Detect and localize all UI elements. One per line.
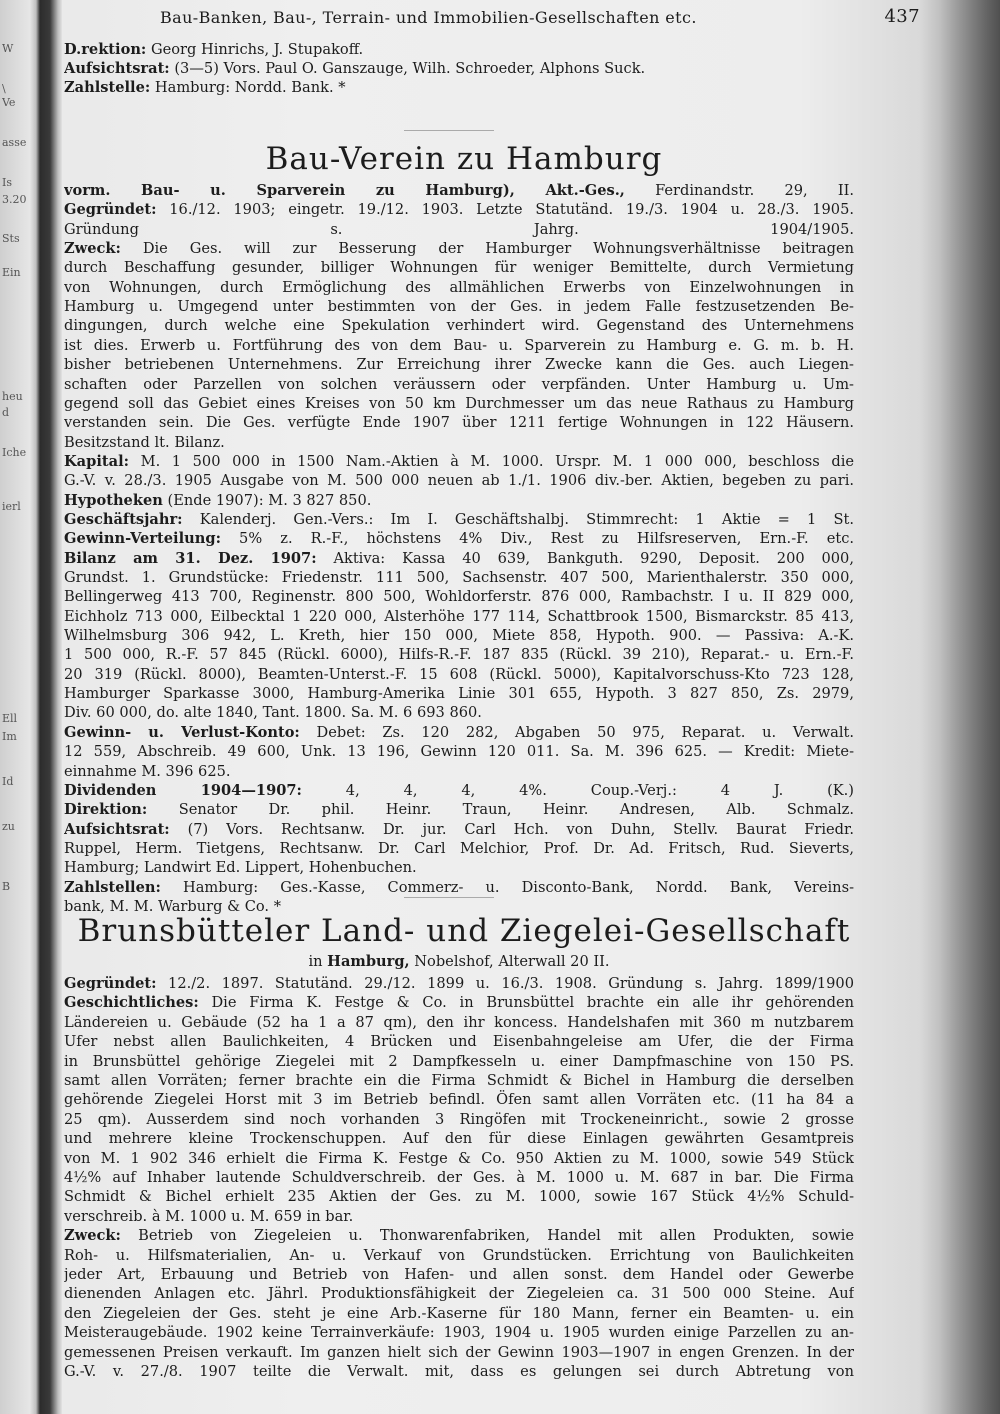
field-text: G.-V. v. 27./8. 1907 teilte die Verwalt. mit, dass es gelungen sei durch Abtretung von [64, 1363, 854, 1380]
field-text: Kalenderj. Gen.-Vers.: Im I. Geschäftshalbj. Stimmrecht: 1 Aktie = 1 St. [199, 510, 854, 528]
text-line [64, 1304, 854, 1323]
document-page [64, 0, 920, 1414]
book-gutter-shadow [0, 0, 62, 1414]
text-line [64, 78, 854, 97]
text-line [64, 820, 854, 839]
text-line [64, 1129, 854, 1148]
field-text: Gründung s. Jahrg. 1904/1905. [64, 220, 854, 238]
text-line [64, 1323, 854, 1342]
field-label: D.rektion: [64, 41, 147, 58]
field-label: Direktion: [64, 801, 148, 819]
text-line [64, 471, 854, 490]
running-title: Bau-Banken, Bau-, Terrain- und Immobilien-Gesellschaften etc. [160, 8, 697, 27]
text-line [64, 1207, 854, 1226]
page-number: 437 [884, 6, 920, 27]
entry-separator [404, 130, 494, 131]
margin-fragment: Im [2, 730, 17, 743]
field-label: Geschichtliches: [64, 994, 199, 1012]
field-text: 1 500 000, R.-F. 57 845 (Rückl. 6000), Hilfs-R.-F. 187 835 (Rückl. 39 210), Reparat.- u. Ern.-F. [64, 646, 854, 664]
field-text: (7) Vors. Rechtsanw. Dr. jur. Carl Hch. von Duhn, Stellv. Baurat Friedr. [187, 820, 854, 838]
field-text: jeder Art, Erbauung und Betrieb von Hafen- und allen sonst. dem Handel oder Gewerbe [64, 1266, 854, 1283]
field-label: Zweck: [64, 240, 121, 258]
field-label: Geschäftsjahr: [64, 510, 183, 528]
field-text: Hamburg; Landwirt Ed. Lippert, Hohenbuchen. [64, 859, 417, 877]
text-line [64, 1052, 854, 1071]
field-text: Senator Dr. phil. Heinr. Traun, Heinr. Andresen, Alb. Schmalz. [178, 801, 854, 819]
field-text: 12 559, Abschreib. 49 600, Unk. 13 196, Gewinn 120 011. Sa. M. 396 625. — Kredit: Miete- [64, 743, 854, 761]
field-text: Ufer nebst allen Baulichkeiten, 4 Brücken und Eisenbahngeleise am Ufer, die der Firma [64, 1033, 854, 1051]
field-text: 5% z. R.-F., höchstens 4% Div., Rest zu Hilfsreserven, Ern.-F. etc. [239, 530, 854, 548]
text-line [64, 974, 854, 993]
field-label: Aufsichtsrat: [64, 60, 170, 77]
text-line [64, 278, 854, 297]
field-text: Schmidt & Bichel erhielt 235 Aktien der Ges. zu M. 1000, sowie 167 Stück 4½% Schuld- [64, 1188, 854, 1206]
field-text: schaften oder Parzellen von solchen veräussern oder verpfänden. Unter Hamburg u. Um- [64, 375, 854, 393]
margin-fragment: Is [2, 176, 12, 189]
text-line [64, 684, 854, 703]
text-line [64, 1013, 854, 1032]
text-line [64, 1110, 854, 1129]
text-line [64, 762, 854, 781]
field-text: gemessenen Preisen verkauft. Im ganzen hielt sich der Gewinn 1903—1907 in engen Grenzen. In der [64, 1343, 854, 1361]
field-label: Gegründet: [64, 201, 157, 219]
text-line [64, 858, 854, 877]
text-line [64, 1071, 854, 1090]
margin-fragment: Id [2, 775, 14, 788]
text-line [64, 394, 854, 413]
text-line [64, 703, 854, 722]
field-text: Besitzstand lt. Bilanz. [64, 433, 225, 451]
field-text: gehörende Ziegelei Horst mit 3 im Betrieb befindl. Öfen samt allen Vorräten etc. (11 ha 84 a [64, 1091, 854, 1109]
text-line [64, 665, 854, 684]
field-label: Zahlstellen: [64, 878, 161, 896]
text-line [64, 355, 854, 374]
text-line [64, 587, 854, 606]
text-line [64, 742, 854, 761]
field-text: Hamburger Sparkasse 3000, Hamburg-Amerika Linie 301 655, Hypoth. 3 827 850, Zs. 2979, [64, 685, 854, 703]
text-line [64, 1187, 854, 1206]
running-header [160, 8, 920, 27]
field-text: 16./12. 1903; eingetr. 19./12. 1903. Letzte Statutänd. 19./3. 1904 u. 28./3. 1905. [169, 201, 854, 219]
text-line [64, 549, 854, 568]
field-text: Debet: Zs. 120 282, Abgaben 50 975, Reparat. u. Verwalt. [316, 723, 854, 741]
margin-fragment: B [2, 880, 11, 893]
field-text: (3—5) Vors. Paul O. Ganszauge, Wilh. Schroeder, Alphons Suck. [174, 60, 646, 77]
field-text: von Wohnungen, durch Ermöglichung des allmählichen Erwerbs von Einzelwohnungen in [64, 278, 854, 296]
field-text: und mehrere kleine Trockenschuppen. Auf den für diese Einlagen gewährten Gesamtpreis [64, 1130, 854, 1148]
field-text: Bellingerweg 413 700, Reginenstr. 800 500, Wohldorferstr. 876 000, Rambachstr. I u. II 829 000, [64, 588, 854, 606]
field-label: Gegründet: [64, 975, 157, 992]
field-label: vorm. Bau- u. Sparverein zu Hamburg), Akt.-Ges., [64, 182, 625, 199]
text-line [64, 1149, 854, 1168]
margin-fragment: 3.20 [2, 193, 27, 206]
field-text: Aktiva: Kassa 40 639, Bankguth. 9290, Deposit. 200 000, [333, 549, 854, 567]
text-line [64, 1284, 854, 1303]
field-text: 4½% auf Inhaber lautende Schuldverschreib. der Ges. à M. 1000 u. M. 687 in bar. Die Firma [64, 1169, 854, 1186]
text-line [64, 568, 854, 587]
field-label: Zahlstelle: [64, 79, 151, 96]
field-text: Grundst. 1. Grundstücke: Friedenstr. 111 500, Sachsenstr. 407 500, Marienthalerstr. 350 000, [64, 569, 854, 586]
text-line [64, 239, 854, 258]
text-line [64, 1090, 854, 1109]
field-label: Kapital: [64, 452, 130, 470]
field-text: Ländereien u. Gebäude (52 ha 1 a 87 qm), den ihr koncess. Handelshafen mit 360 m nutzbarem [64, 1013, 854, 1031]
field-label: Gewinn- u. Verlust-Konto: [64, 723, 300, 741]
field-text: in Brunsbüttel gehörige Ziegelei mit 2 Dampfkesseln u. einer Dampfmaschine von 150 PS. [64, 1052, 854, 1070]
field-text: durch Beschaffung gesunder, billiger Wohnungen für weniger Bemittelte, durch Vermietung [64, 259, 854, 277]
text-line [64, 607, 854, 626]
field-label: Hypotheken [64, 491, 163, 509]
field-text: verstanden sein. Die Ges. verfügte Ende 1907 über 1211 fertige Wohnungen in 122 Häusern. [64, 414, 854, 432]
field-text: Hamburg: Ges.-Kasse, Commerz- u. Disconto-Bank, Nordd. Bank, Vereins- [182, 878, 854, 896]
field-text: ist dies. Erwerb u. Fortführung des von dem Bau- u. Sparverein zu Hamburg e. G. m. b. H. [64, 336, 854, 354]
margin-fragment: ierl [2, 500, 21, 513]
field-text: Betrieb von Ziegeleien u. Thonwarenfabriken, Handel mit allen Produkten, sowie [138, 1227, 854, 1245]
margin-fragment: d [2, 406, 10, 419]
text-line [64, 413, 854, 432]
text-line [64, 878, 854, 897]
margin-fragment: Iche [2, 446, 27, 459]
entry-title-bau-verein: Bau-Verein zu Hamburg [265, 141, 663, 177]
field-text: Roh- u. Hilfsmaterialien, An- u. Verkauf von Grundstücken. Errichtung von Baulichkeiten [64, 1246, 854, 1264]
text-line [64, 723, 854, 742]
field-label: Gewinn-Verteilung: [64, 530, 221, 548]
text-line [64, 1246, 854, 1265]
field-text: 4, 4, 4, 4%. Coup.-Verj.: 4 J. (K.) [345, 781, 854, 799]
field-text: bisher betriebenen Unternehmens. Zur Erreichung ihrer Zwecke kann die Ges. auch Liegen- [64, 356, 854, 374]
text-line [64, 839, 854, 858]
text-line [64, 645, 854, 664]
text-line [64, 1226, 854, 1245]
field-text: von M. 1 902 346 erhielt die Firma K. Festge & Co. 950 Aktien zu M. 1000, sowie 549 Stück [64, 1149, 854, 1167]
field-text: samt allen Vorräten; ferner brachte ein die Firma Schmidt & Bichel in Hamburg die derselben [64, 1072, 854, 1089]
field-text: Hamburg u. Umgegend unter bestimmten von der Ges. in jedem Falle festzusetzenden Be- [64, 298, 854, 316]
margin-fragment: zu [2, 820, 15, 833]
text-line [64, 200, 854, 219]
text-line [64, 40, 854, 59]
text-line [64, 1265, 854, 1284]
margin-fragment: Sts [2, 232, 20, 245]
field-text: Ruppel, Herm. Tietgens, Rechtsanw. Dr. Carl Melchior, Prof. Dr. Ad. Fritsch, Rud. Sieverts, [64, 839, 854, 857]
field-text: 25 qm). Ausserdem sind noch vorhanden 3 Ringöfen mit Trockeneinricht., sowie 2 grosse [64, 1110, 854, 1128]
field-text: (Ende 1907): M. 3 827 850. [167, 491, 372, 509]
text-line [64, 781, 854, 800]
margin-fragment: Ell [2, 712, 18, 725]
field-text: Hamburg: Nordd. Bank. * [154, 79, 346, 96]
text-line [64, 375, 854, 394]
text-line [64, 181, 854, 200]
field-text: Ferdinandstr. 29, II. [655, 182, 854, 199]
text-line [64, 1168, 854, 1187]
text-line [64, 1362, 854, 1381]
text-line [64, 258, 854, 277]
text-line [64, 993, 854, 1012]
field-text: M. 1 500 000 in 1500 Nam.-Aktien à M. 1000. Urspr. M. 1 000 000, beschloss die [140, 452, 854, 470]
text-line [64, 316, 854, 335]
field-text: Eichholz 713 000, Eilbecktal 1 220 000, Alsterhöhe 177 114, Schattbrook 1500, Bismarckstr. 85 413, [64, 607, 854, 625]
field-text: 20 319 (Rückl. 8000), Beamten-Unterst.-F. 15 608 (Rückl. 5000), Kapitalvorschuss-Kto 723 128, [64, 665, 854, 683]
field-label: Bilanz am 31. Dez. 1907: [64, 549, 317, 567]
field-text: 12./2. 1897. Statutänd. 29./12. 1899 u. 16./3. 1908. Gründung s. Jahrg. 1899/1900 [168, 975, 854, 992]
text-line [64, 59, 854, 78]
page-edge-shadow [940, 0, 1000, 1414]
field-text: den Ziegeleien der Ges. steht je eine Arb.-Kaserne für 180 Mann, ferner ein Beamten- u. ein [64, 1304, 854, 1322]
text-line [64, 1343, 854, 1362]
field-text: Die Ges. will zur Besserung der Hamburger Wohnungsverhältnisse beitragen [142, 240, 854, 258]
text-line [64, 626, 854, 645]
field-text: G.-V. v. 28./3. 1905 Ausgabe von M. 500 000 neuen ab 1./1. 1906 div.-ber. Aktien, begeben zu pari. [64, 472, 854, 490]
field-text: einnahme M. 396 625. [64, 762, 231, 780]
entry-separator [404, 897, 494, 898]
text-line [64, 510, 854, 529]
text-line [64, 800, 854, 819]
margin-fragment: asse [2, 136, 27, 149]
text-line [64, 433, 854, 452]
entry-subtitle: in Hamburg, Nobelshof, Alterwall 20 II. [308, 953, 610, 970]
field-text: Div. 60 000, do. alte 1840, Tant. 1800. Sa. M. 6 693 860. [64, 704, 482, 722]
text-line [64, 1032, 854, 1051]
text-line [64, 220, 854, 239]
field-label: Aufsichtsrat: [64, 820, 170, 838]
text-line [64, 336, 854, 355]
field-text: dingungen, durch welche eine Spekulation verhindert wird. Gegenstand des Unternehmens [64, 317, 854, 335]
text-line [64, 297, 854, 316]
field-text: bank, M. M. Warburg & Co. * [64, 897, 282, 915]
field-label: Dividenden 1904—1907: [64, 781, 302, 799]
field-text: gegend soll das Gebiet eines Kreises von 50 km Durchmesser um das neue Rathaus zu Hamburg [64, 394, 854, 412]
field-label: Zweck: [64, 1227, 121, 1245]
field-text: Wilhelmsburg 306 942, L. Kreth, hier 150 000, Miete 858, Hypoth. 900. — Passiva: A.-K. [64, 627, 854, 645]
field-text: Georg Hinrichs, J. Stupakoff. [150, 41, 364, 58]
margin-fragment: Ve [2, 96, 16, 109]
margin-fragment: \ [2, 82, 6, 95]
margin-fragment: heu [2, 390, 23, 403]
margin-fragment: W [2, 42, 14, 55]
text-line [64, 529, 854, 548]
field-text: Meisteraugebäude. 1902 keine Terrainverkäufe: 1903, 1904 u. 1905 wurden einige Parzellen zu an- [64, 1324, 854, 1342]
text-line [64, 491, 854, 510]
text-line [64, 452, 854, 471]
field-text: Die Firma K. Festge & Co. in Brunsbüttel brachte ein alle ihr gehörenden [211, 994, 854, 1012]
field-text: verschreib. à M. 1000 u. M. 659 in bar. [64, 1207, 354, 1225]
margin-fragment: Ein [2, 266, 21, 279]
entry-title-brunsbuetteler: Brunsbütteler Land- und Ziegelei-Gesellschaft [77, 913, 851, 949]
field-text: dienenden Anlagen etc. Jährl. Produktionsfähigkeit der Ziegeleien ca. 31 500 000 Steine. Auf [64, 1285, 854, 1303]
